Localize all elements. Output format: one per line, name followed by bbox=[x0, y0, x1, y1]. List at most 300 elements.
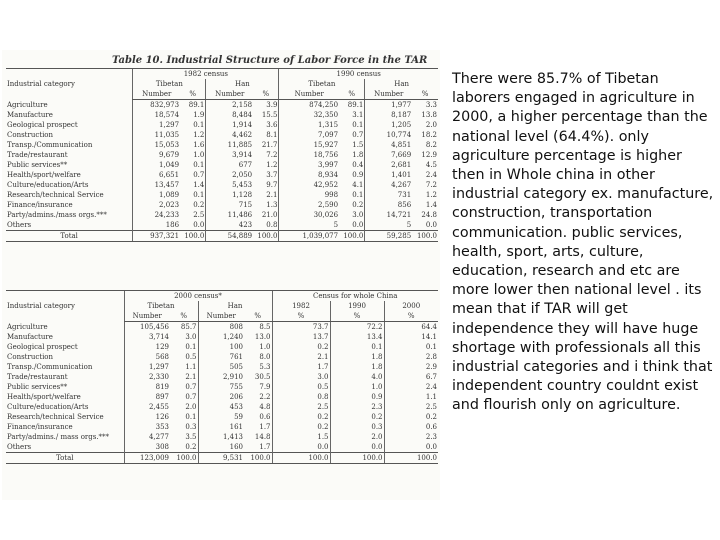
value-cell: 0.2 bbox=[330, 412, 384, 422]
category-cell: Finance/insurance bbox=[7, 201, 73, 209]
value-cell: 1,297 bbox=[133, 120, 180, 130]
t1-header-han-a: Han bbox=[206, 79, 279, 89]
t2-header-pct: % bbox=[170, 311, 198, 322]
category-cell: Transp./Communication bbox=[7, 141, 93, 149]
value-cell: 1,205 bbox=[365, 120, 412, 130]
t1-body bbox=[6, 100, 438, 242]
value-cell: 2,050 bbox=[206, 170, 253, 180]
value-cell: 1.2 bbox=[425, 191, 437, 199]
category-cell: Agriculture bbox=[7, 322, 48, 331]
value-cell: 72.2 bbox=[330, 322, 384, 333]
value-cell: 12.9 bbox=[421, 151, 437, 159]
t1-header-1990: 1990 census bbox=[279, 69, 438, 80]
value-cell: 100 bbox=[198, 342, 244, 352]
value-cell: 0.2 bbox=[352, 201, 364, 209]
category-cell: Transp./Communication bbox=[7, 363, 93, 371]
value-cell: 105,456 bbox=[124, 322, 170, 333]
value-cell: 3,714 bbox=[124, 332, 170, 342]
t1-header-number: Number bbox=[206, 89, 253, 100]
category-cell: Party/admins./mass orgs.*** bbox=[7, 211, 107, 219]
value-cell: 0.4 bbox=[352, 161, 364, 169]
value-cell: 0.2 bbox=[272, 342, 330, 352]
value-cell: 1,089 bbox=[133, 190, 180, 200]
value-cell: 0.2 bbox=[193, 201, 205, 209]
value-cell: 14,721 bbox=[365, 210, 412, 220]
value-cell: 0.5 bbox=[185, 353, 197, 361]
t2-header-pct: % bbox=[330, 311, 384, 322]
value-cell: 13.8 bbox=[421, 111, 437, 119]
table-row bbox=[6, 170, 438, 180]
t2-header-category: Industrial category bbox=[6, 291, 124, 322]
category-cell: Culture/education/Arts bbox=[7, 181, 89, 189]
table-row bbox=[6, 392, 438, 402]
t2-header-1990: 1990 bbox=[330, 301, 384, 311]
value-cell: 0.1 bbox=[185, 413, 197, 421]
labor-table-2000 bbox=[6, 290, 438, 464]
t1-header-category: Industrial category bbox=[6, 69, 133, 100]
value-cell: 129 bbox=[124, 342, 170, 352]
value-cell: 9,531 bbox=[198, 453, 244, 464]
value-cell: 2.2 bbox=[259, 393, 271, 401]
value-cell: 2.4 bbox=[425, 171, 437, 179]
value-cell: 89.1 bbox=[188, 101, 205, 109]
value-cell: 8.2 bbox=[425, 141, 437, 149]
value-cell: 0.0 bbox=[193, 221, 205, 229]
value-cell: 0.0 bbox=[352, 221, 364, 229]
value-cell: 11,035 bbox=[133, 130, 180, 140]
value-cell: 0.1 bbox=[193, 161, 205, 169]
value-cell: 5.3 bbox=[259, 363, 271, 371]
value-cell: 6.7 bbox=[384, 372, 438, 382]
value-cell: 1.0 bbox=[193, 151, 205, 159]
value-cell: 3.1 bbox=[352, 111, 364, 119]
value-cell: 2,455 bbox=[124, 402, 170, 412]
value-cell: 18,756 bbox=[279, 150, 339, 160]
value-cell: 2.5 bbox=[272, 402, 330, 412]
value-cell: 808 bbox=[198, 322, 244, 333]
value-cell: 89.1 bbox=[347, 101, 364, 109]
value-cell: 7,097 bbox=[279, 130, 339, 140]
value-cell: 5,453 bbox=[206, 180, 253, 190]
value-cell: 2.3 bbox=[330, 402, 384, 412]
t1-header-number: Number bbox=[279, 89, 339, 100]
value-cell: 100.0 bbox=[384, 453, 438, 464]
t2-header-pct: % bbox=[272, 311, 330, 322]
value-cell: 937,321 bbox=[133, 231, 180, 242]
value-cell: 0.0 bbox=[272, 442, 330, 453]
category-cell: Research/technical Service bbox=[7, 191, 104, 199]
value-cell: 15,053 bbox=[133, 140, 180, 150]
value-cell: 3.3 bbox=[425, 101, 437, 109]
value-cell: 21.0 bbox=[261, 211, 278, 219]
value-cell: 4.1 bbox=[352, 181, 364, 189]
value-cell: 59 bbox=[198, 412, 244, 422]
value-cell: 0.1 bbox=[193, 121, 205, 129]
value-cell: 0.1 bbox=[185, 343, 197, 351]
t2-header-han: Han bbox=[198, 301, 272, 311]
value-cell: 126 bbox=[124, 412, 170, 422]
table-row bbox=[6, 432, 438, 442]
table-row bbox=[6, 160, 438, 170]
value-cell: 1,049 bbox=[133, 160, 180, 170]
value-cell: 2.1 bbox=[266, 191, 278, 199]
value-cell: 13.4 bbox=[330, 332, 384, 342]
value-cell: 8,484 bbox=[206, 110, 253, 120]
value-cell: 7.9 bbox=[259, 383, 271, 391]
category-cell: Total bbox=[6, 453, 124, 464]
table-row bbox=[6, 342, 438, 352]
value-cell: 6,651 bbox=[133, 170, 180, 180]
value-cell: 0.1 bbox=[352, 121, 364, 129]
value-cell: 2.4 bbox=[384, 382, 438, 392]
value-cell: 0.1 bbox=[193, 191, 205, 199]
value-cell: 8.0 bbox=[259, 353, 271, 361]
value-cell: 1.2 bbox=[193, 131, 205, 139]
category-cell: Construction bbox=[7, 131, 54, 139]
value-cell: 30.5 bbox=[254, 373, 271, 381]
value-cell: 15.5 bbox=[261, 111, 278, 119]
value-cell: 0.2 bbox=[384, 412, 438, 422]
value-cell: 8,934 bbox=[279, 170, 339, 180]
category-cell: Others bbox=[7, 221, 32, 229]
value-cell: 4.5 bbox=[425, 161, 437, 169]
value-cell: 755 bbox=[198, 382, 244, 392]
value-cell: 13.7 bbox=[272, 332, 330, 342]
value-cell: 1.8 bbox=[330, 362, 384, 372]
value-cell: 2,158 bbox=[206, 100, 253, 111]
value-cell: 5 bbox=[279, 220, 339, 231]
value-cell: 1,039,077 bbox=[279, 231, 339, 242]
table-row bbox=[6, 180, 438, 190]
t1-header-number: Number bbox=[365, 89, 412, 100]
value-cell: 15,927 bbox=[279, 140, 339, 150]
table-row bbox=[6, 372, 438, 382]
value-cell: 2.0 bbox=[330, 432, 384, 442]
t2-header-2000-year: 2000 bbox=[384, 301, 438, 311]
value-cell: 4.8 bbox=[259, 403, 271, 411]
value-cell: 11,885 bbox=[206, 140, 253, 150]
value-cell: 1.9 bbox=[193, 111, 205, 119]
value-cell: 2,023 bbox=[133, 200, 180, 210]
table-row bbox=[6, 442, 438, 453]
value-cell: 2.1 bbox=[272, 352, 330, 362]
value-cell: 18,574 bbox=[133, 110, 180, 120]
category-cell: Geological prospect bbox=[7, 121, 78, 129]
value-cell: 832,973 bbox=[133, 100, 180, 111]
value-cell: 0.1 bbox=[330, 342, 384, 352]
t2-header-2000: 2000 census* bbox=[124, 291, 272, 302]
table-row bbox=[6, 190, 438, 200]
value-cell: 0.2 bbox=[272, 412, 330, 422]
t2-header-number: Number bbox=[124, 311, 170, 322]
value-cell: 206 bbox=[198, 392, 244, 402]
value-cell: 21.7 bbox=[261, 141, 278, 149]
table-row bbox=[6, 422, 438, 432]
value-cell: 2,681 bbox=[365, 160, 412, 170]
value-cell: 856 bbox=[365, 200, 412, 210]
value-cell: 160 bbox=[198, 442, 244, 453]
value-cell: 0.1 bbox=[352, 191, 364, 199]
value-cell: 1.2 bbox=[266, 161, 278, 169]
value-cell: 100.0 bbox=[180, 231, 206, 242]
value-cell: 1,914 bbox=[206, 120, 253, 130]
value-cell: 353 bbox=[124, 422, 170, 432]
t1-header-pct: % bbox=[412, 89, 438, 100]
value-cell: 100.0 bbox=[253, 231, 279, 242]
value-cell: 13,457 bbox=[133, 180, 180, 190]
value-cell: 3,997 bbox=[279, 160, 339, 170]
value-cell: 4.0 bbox=[330, 372, 384, 382]
table-row bbox=[6, 130, 438, 140]
value-cell: 73.7 bbox=[272, 322, 330, 333]
t2-header-china: Census for whole China bbox=[272, 291, 438, 302]
labor-table-1982-1990 bbox=[6, 68, 438, 242]
value-cell: 3.7 bbox=[266, 171, 278, 179]
category-cell: Total bbox=[6, 231, 133, 242]
t1-header-pct: % bbox=[180, 89, 206, 100]
value-cell: 1.1 bbox=[185, 363, 197, 371]
value-cell: 9.7 bbox=[266, 181, 278, 189]
value-cell: 0.0 bbox=[330, 442, 384, 453]
value-cell: 5 bbox=[365, 220, 412, 231]
value-cell: 32,350 bbox=[279, 110, 339, 120]
t2-body bbox=[6, 322, 438, 464]
value-cell: 897 bbox=[124, 392, 170, 402]
value-cell: 1,128 bbox=[206, 190, 253, 200]
category-cell: Health/sport/welfare bbox=[7, 171, 81, 179]
value-cell: 100.0 bbox=[272, 453, 330, 464]
table-row bbox=[6, 382, 438, 392]
value-cell: 1.8 bbox=[352, 151, 364, 159]
value-cell: 2,590 bbox=[279, 200, 339, 210]
table-row bbox=[6, 362, 438, 372]
value-cell: 1.0 bbox=[330, 382, 384, 392]
value-cell: 1,297 bbox=[124, 362, 170, 372]
value-cell: 677 bbox=[206, 160, 253, 170]
table-row bbox=[6, 140, 438, 150]
t2-header-pct: % bbox=[384, 311, 438, 322]
table-row bbox=[6, 352, 438, 362]
value-cell: 10,774 bbox=[365, 130, 412, 140]
value-cell: 0.0 bbox=[384, 442, 438, 453]
category-cell: Culture/education/Arts bbox=[7, 403, 89, 411]
t2-header-pct: % bbox=[244, 311, 272, 322]
value-cell: 7.2 bbox=[266, 151, 278, 159]
category-cell: Others bbox=[7, 443, 32, 451]
value-cell: 0.7 bbox=[185, 383, 197, 391]
value-cell: 1.4 bbox=[193, 181, 205, 189]
category-cell: Agriculture bbox=[7, 100, 48, 109]
value-cell: 0.9 bbox=[352, 171, 364, 179]
value-cell: 1.7 bbox=[272, 362, 330, 372]
value-cell: 3,914 bbox=[206, 150, 253, 160]
value-cell: 0.7 bbox=[352, 131, 364, 139]
value-cell: 0.7 bbox=[193, 171, 205, 179]
value-cell: 0.8 bbox=[272, 392, 330, 402]
t1-header-number: Number bbox=[133, 89, 180, 100]
category-cell: Geological prospect bbox=[7, 343, 78, 351]
t1-header-han-b: Han bbox=[365, 79, 438, 89]
value-cell: 4,267 bbox=[365, 180, 412, 190]
category-cell: Manufacture bbox=[7, 333, 53, 341]
value-cell: 3.0 bbox=[185, 333, 197, 341]
value-cell: 11,486 bbox=[206, 210, 253, 220]
value-cell: 1,240 bbox=[198, 332, 244, 342]
t1-header-tibetan-a: Tibetan bbox=[133, 79, 206, 89]
value-cell: 100.0 bbox=[412, 231, 438, 242]
value-cell: 998 bbox=[279, 190, 339, 200]
t2-header-tibetan: Tibetan bbox=[124, 301, 198, 311]
value-cell: 3.0 bbox=[272, 372, 330, 382]
value-cell: 3.9 bbox=[266, 101, 278, 109]
value-cell: 1.6 bbox=[193, 141, 205, 149]
value-cell: 0.2 bbox=[272, 422, 330, 432]
value-cell: 2.0 bbox=[425, 121, 437, 129]
value-cell: 0.0 bbox=[425, 221, 437, 229]
value-cell: 1,315 bbox=[279, 120, 339, 130]
category-cell: Public services** bbox=[7, 383, 68, 391]
value-cell: 4,462 bbox=[206, 130, 253, 140]
value-cell: 64.4 bbox=[384, 322, 438, 333]
value-cell: 1.5 bbox=[272, 432, 330, 442]
t2-header-1982: 1982 bbox=[272, 301, 330, 311]
category-cell: Manufacture bbox=[7, 111, 53, 119]
category-cell: Public services** bbox=[7, 161, 68, 169]
value-cell: 85.7 bbox=[180, 323, 197, 331]
t2-header-number: Number bbox=[198, 311, 244, 322]
category-cell: Trade/restaurant bbox=[7, 373, 68, 381]
table-row bbox=[6, 110, 438, 120]
table-total-row bbox=[6, 231, 438, 242]
value-cell: 453 bbox=[198, 402, 244, 412]
value-cell: 1.7 bbox=[259, 423, 271, 431]
value-cell: 308 bbox=[124, 442, 170, 453]
table-row bbox=[6, 412, 438, 422]
value-cell: 2.1 bbox=[185, 373, 197, 381]
value-cell: 14.8 bbox=[254, 433, 271, 441]
table-total-row bbox=[6, 453, 438, 464]
table-row bbox=[6, 322, 438, 333]
value-cell: 100.0 bbox=[339, 231, 365, 242]
table-row bbox=[6, 210, 438, 220]
value-cell: 1.5 bbox=[352, 141, 364, 149]
value-cell: 3.5 bbox=[185, 433, 197, 441]
value-cell: 2.8 bbox=[384, 352, 438, 362]
value-cell: 2.5 bbox=[193, 211, 205, 219]
value-cell: 8.5 bbox=[259, 323, 271, 331]
commentary-paragraph: There were 85.7% of Tibetan laborers engaged in agriculture in 2000, a higher percentage than the national level (64.4%). only agriculture percentage is higher then in Whole china in other industrial category ex. manufacture, construction, transportation communication. public services, health, sport, arts, culture, education, research and etc are more lower then national level . its mean that if TAR will get independence they will have huge shortage with professionals all this industrial categories and i think that independent country couldnt exist and flourish only on agriculture. bbox=[452, 71, 714, 414]
value-cell: 1.7 bbox=[259, 443, 271, 451]
t1-header-tibetan-b: Tibetan bbox=[279, 79, 365, 89]
value-cell: 100.0 bbox=[170, 453, 198, 464]
value-cell: 1,413 bbox=[198, 432, 244, 442]
value-cell: 0.9 bbox=[330, 392, 384, 402]
value-cell: 161 bbox=[198, 422, 244, 432]
value-cell: 1.0 bbox=[259, 343, 271, 351]
value-cell: 2,330 bbox=[124, 372, 170, 382]
category-cell: Trade/restaurant bbox=[7, 151, 68, 159]
value-cell: 568 bbox=[124, 352, 170, 362]
table-row bbox=[6, 100, 438, 111]
value-cell: 0.1 bbox=[384, 342, 438, 352]
table-row bbox=[6, 332, 438, 342]
value-cell: 100.0 bbox=[244, 453, 272, 464]
value-cell: 2.0 bbox=[185, 403, 197, 411]
value-cell: 18.2 bbox=[421, 131, 437, 139]
value-cell: 1.1 bbox=[384, 392, 438, 402]
value-cell: 30,026 bbox=[279, 210, 339, 220]
value-cell: 2.9 bbox=[384, 362, 438, 372]
value-cell: 731 bbox=[365, 190, 412, 200]
value-cell: 2.3 bbox=[384, 432, 438, 442]
value-cell: 0.3 bbox=[185, 423, 197, 431]
t1-header-1982: 1982 census bbox=[133, 69, 279, 80]
value-cell: 24.8 bbox=[421, 211, 437, 219]
value-cell: 715 bbox=[206, 200, 253, 210]
category-cell: Research/technical Service bbox=[7, 413, 104, 421]
value-cell: 0.7 bbox=[185, 393, 197, 401]
value-cell: 100.0 bbox=[330, 453, 384, 464]
table-row bbox=[6, 402, 438, 412]
t1-header-pct: % bbox=[339, 89, 365, 100]
t1-header-pct: % bbox=[253, 89, 279, 100]
value-cell: 1.8 bbox=[330, 352, 384, 362]
table-row bbox=[6, 150, 438, 160]
value-cell: 54,889 bbox=[206, 231, 253, 242]
value-cell: 1,401 bbox=[365, 170, 412, 180]
value-cell: 186 bbox=[133, 220, 180, 231]
value-cell: 0.5 bbox=[272, 382, 330, 392]
value-cell: 1.4 bbox=[425, 201, 437, 209]
table-row bbox=[6, 220, 438, 231]
value-cell: 7.2 bbox=[425, 181, 437, 189]
table-title: Table 10. Industrial Structure of Labor Force in the TAR bbox=[112, 55, 428, 66]
table-row bbox=[6, 120, 438, 130]
value-cell: 0.8 bbox=[266, 221, 278, 229]
category-cell: Finance/insurance bbox=[7, 423, 73, 431]
value-cell: 0.6 bbox=[384, 422, 438, 432]
value-cell: 2.5 bbox=[384, 402, 438, 412]
value-cell: 9,679 bbox=[133, 150, 180, 160]
value-cell: 8,187 bbox=[365, 110, 412, 120]
value-cell: 4,851 bbox=[365, 140, 412, 150]
value-cell: 13.0 bbox=[254, 333, 271, 341]
value-cell: 4,277 bbox=[124, 432, 170, 442]
category-cell: Health/sport/welfare bbox=[7, 393, 81, 401]
value-cell: 7,669 bbox=[365, 150, 412, 160]
value-cell: 42,952 bbox=[279, 180, 339, 190]
value-cell: 3.0 bbox=[352, 211, 364, 219]
value-cell: 2,910 bbox=[198, 372, 244, 382]
category-cell: Party/admins./ mass orgs.*** bbox=[7, 433, 110, 441]
value-cell: 423 bbox=[206, 220, 253, 231]
table-row bbox=[6, 200, 438, 210]
value-cell: 59,285 bbox=[365, 231, 412, 242]
value-cell: 0.3 bbox=[330, 422, 384, 432]
value-cell: 24,233 bbox=[133, 210, 180, 220]
value-cell: 505 bbox=[198, 362, 244, 372]
value-cell: 1,977 bbox=[365, 100, 412, 111]
value-cell: 761 bbox=[198, 352, 244, 362]
value-cell: 8.1 bbox=[266, 131, 278, 139]
value-cell: 14.1 bbox=[384, 332, 438, 342]
category-cell: Construction bbox=[7, 353, 54, 361]
value-cell: 819 bbox=[124, 382, 170, 392]
value-cell: 0.2 bbox=[185, 443, 197, 451]
value-cell: 123,009 bbox=[124, 453, 170, 464]
value-cell: 874,250 bbox=[279, 100, 339, 111]
value-cell: 1.3 bbox=[266, 201, 278, 209]
